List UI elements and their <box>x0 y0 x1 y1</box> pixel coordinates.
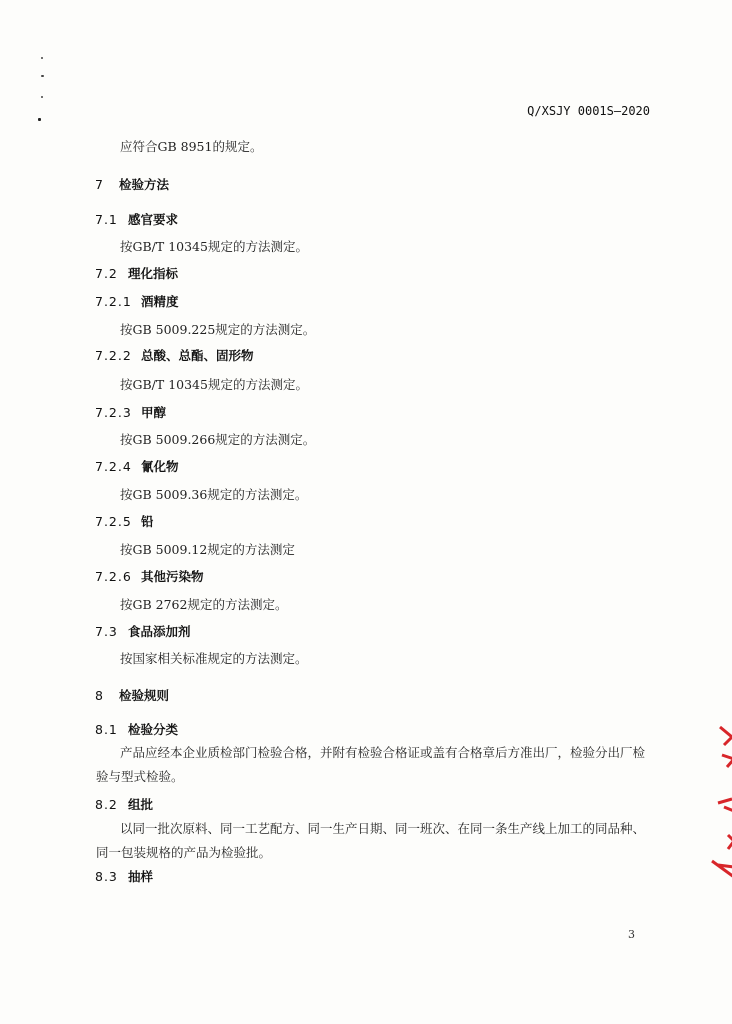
section-number: 7.2.4 <box>95 459 132 474</box>
paragraph: 按GB 2762规定的方法测定。 <box>120 597 288 612</box>
section-heading <box>95 292 179 310</box>
section-number: 7 <box>95 177 104 192</box>
section-number: 7.2.5 <box>95 514 132 529</box>
section-heading <box>95 512 154 530</box>
section-heading <box>95 346 254 364</box>
scan-mark <box>41 75 44 77</box>
paragraph: 按GB/T 10345规定的方法测定。 <box>120 377 308 392</box>
section-number: 7.2.1 <box>95 294 132 309</box>
paragraph: 按GB 5009.12规定的方法测定 <box>120 542 295 557</box>
paragraph: 按GB/T 10345规定的方法测定。 <box>120 239 308 254</box>
section-number: 7.2 <box>95 266 118 281</box>
section-title: 食品添加剂 <box>128 624 191 639</box>
section-heading <box>95 264 178 282</box>
section-title: 铅 <box>141 514 154 529</box>
section-number: 8.3 <box>95 869 118 884</box>
section-heading <box>95 175 169 193</box>
section-heading <box>95 686 169 704</box>
section-number: 8.1 <box>95 722 118 737</box>
section-heading <box>95 457 179 475</box>
section-title: 组批 <box>128 797 154 812</box>
section-title: 酒精度 <box>141 294 179 309</box>
section-heading <box>95 795 153 813</box>
section-title: 检验方法 <box>119 177 170 192</box>
section-title: 氰化物 <box>141 459 179 474</box>
section-title: 总酸、总酯、固形物 <box>141 348 254 363</box>
paragraph: 应符合GB 8951的规定。 <box>120 139 263 154</box>
section-heading <box>95 867 153 885</box>
section-number: 7.2.3 <box>95 405 132 420</box>
section-heading <box>95 622 191 640</box>
section-title: 其他污染物 <box>141 569 204 584</box>
scan-mark <box>41 57 43 59</box>
paragraph: 以同一批次原料、同一工艺配方、同一生产日期、同一班次、在同一条生产线上加工的同品种、同一包装规格的产品为检验批。 <box>96 821 646 860</box>
paragraph: 按GB 5009.225规定的方法测定。 <box>120 322 316 337</box>
section-number: 7.2.6 <box>95 569 132 584</box>
paragraph: 按GB 5009.266规定的方法测定。 <box>120 432 316 447</box>
section-heading <box>95 720 178 738</box>
section-heading <box>95 567 204 585</box>
scan-mark <box>38 118 41 121</box>
scan-mark <box>41 96 43 98</box>
section-heading <box>95 403 166 421</box>
section-number: 7.2.2 <box>95 348 132 363</box>
section-number: 8.2 <box>95 797 118 812</box>
page-number: 3 <box>628 928 635 941</box>
section-title: 抽样 <box>128 869 154 884</box>
section-title: 理化指标 <box>128 266 179 281</box>
section-title: 甲醇 <box>141 405 167 420</box>
paragraph: 按GB 5009.36规定的方法测定。 <box>120 487 308 502</box>
section-title: 检验分类 <box>128 722 179 737</box>
paragraph: 按国家相关标准规定的方法测定。 <box>120 651 308 666</box>
seal-stamp-fragment <box>710 715 732 885</box>
section-number: 7.1 <box>95 212 118 227</box>
section-title: 检验规则 <box>119 688 170 703</box>
section-number: 7.3 <box>95 624 118 639</box>
paragraph: 产品应经本企业质检部门检验合格，并附有检验合格证或盖有合格章后方准出厂，检验分出厂检验与型式检验。 <box>96 745 646 784</box>
section-heading <box>95 210 178 228</box>
section-title: 感官要求 <box>128 212 179 227</box>
section-number: 8 <box>95 688 104 703</box>
document-code: Q/XSJY 0001S—2020 <box>527 104 650 118</box>
